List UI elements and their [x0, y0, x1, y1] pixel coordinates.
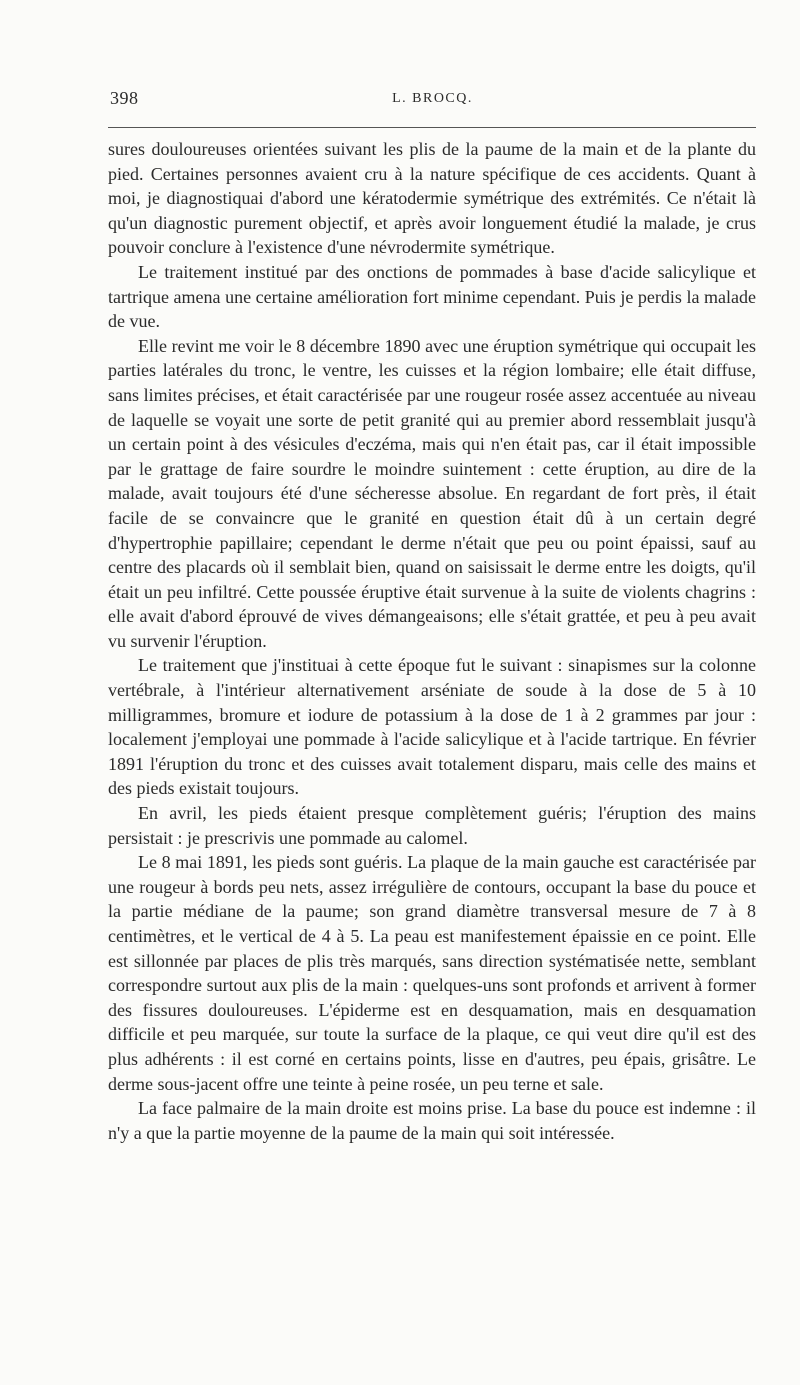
header-rule [108, 127, 756, 128]
paragraph: Le 8 mai 1891, les pieds sont guéris. La plaque de la main gauche est caractérisée par une rougeur à bords peu nets, assez irrégulière de contours, occupant la base du pouce et la partie médiane de la paume; son grand diamètre transversal mesure de 7 à 8 centimètres, et le vertical de 4 à 5. La peau est manifestement épaissie en ce point. Elle est sillonnée par places de plis très marqués, sans direction systématisée nette, semblant correspondre surtout aux plis de la main : quelques-uns sont profonds et arrivent à former des fissures douloureuses. L'épiderme est en desquamation, mais en desquamation difficile et peu marquée, sur toute la surface de la plaque, ce qui veut dire qu'il est des plus adhérents : il est corné en certains points, lisse en d'autres, peu épais, grisâtre. Le derme sous-jacent offre une teinte à peine rosée, un peu terne et sale. [108, 852, 756, 1094]
paragraph: Le traitement que j'instituai à cette époque fut le suivant : sinapismes sur la colonne vertébrale, à l'intérieur alternativement arséniate de soude à la dose de 5 à 10 milligrammes, bromure et iodure de potassium à la dose de 1 à 2 grammes par jour : localement j'employai une pommade à l'acide salicylique et à l'acide tartrique. En février 1891 l'éruption du tronc et des cuisses avait totalement disparu, mais celle des mains et des pieds existait toujours. [108, 655, 756, 799]
paragraph: sures douloureuses orientées suivant les plis de la paume de la main et de la plante du pied. Certaines personnes avaient cru à la nature spécifique de ces accidents. Quant à moi, je diagnostiquai d'abord une kératodermie symétrique des extrémités. Ce n'était là qu'un diagnostic purement objectif, et après avoir longuement étudié la malade, je crus pouvoir conclure à l'existence d'une névrodermite symétrique. [108, 139, 756, 258]
page-header [110, 88, 755, 112]
paragraph: La face palmaire de la main droite est moins prise. La base du pouce est indemne : il n'y a que la partie moyenne de la paume de la main qui soit intéressée. [108, 1098, 756, 1143]
paragraph: En avril, les pieds étaient presque complètement guéris; l'éruption des mains persistait : je prescrivis une pommade au calomel. [108, 803, 756, 848]
paragraph: Le traitement institué par des onctions de pommades à base d'acide salicylique et tartrique amena une certaine amélioration fort minime cependant. Puis je perdis la malade de vue. [108, 261, 756, 332]
page-number: 398 [110, 88, 139, 108]
body-text [108, 137, 756, 1145]
paragraph: Elle revint me voir le 8 décembre 1890 avec une éruption symétrique qui occupait les parties latérales du tronc, le ventre, les cuisses et la région lombaire; elle était diffuse, sans limites précises, et était caractérisée par une rougeur rosée assez accentuée au niveau de laquelle se voyait une sorte de petit granité qui au premier abord ressemblait jusqu'à un certain point à des vésicules d'eczéma, mais qui n'en était pas, car il était impossible par le grattage de faire sourdre le moindre suintement : cette éruption, au dire de la malade, avait toujours été d'une sécheresse absolue. En regardant de fort près, il était facile de se convaincre que le granité en question était dû à un certain degré d'hypertrophie papillaire; cependant le derme n'était que peu ou point épaissi, sauf au centre des placards où il semblait bien, quand on saisissait le derme entre les doigts, qu'il était un peu infiltré. Cette poussée éruptive était survenue à la suite de violents chagrins : elle avait d'abord éprouvé de vives démangeaisons; elle s'était grattée, et peu à peu avait vu survenir l'éruption. [108, 335, 756, 651]
running-head: L. BROCQ. [392, 91, 473, 106]
